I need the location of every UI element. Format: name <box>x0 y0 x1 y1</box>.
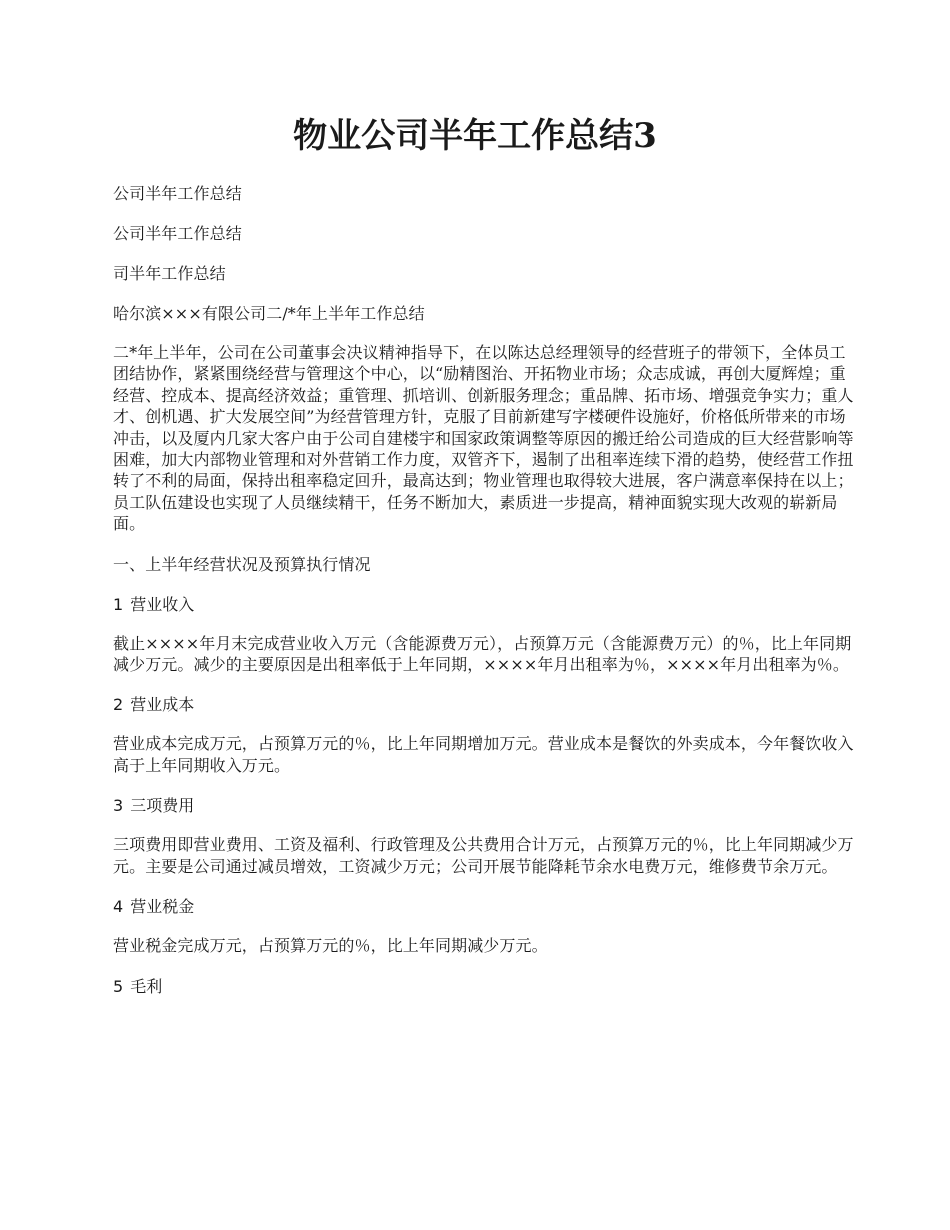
subsection-heading-1 <box>113 593 858 616</box>
subsection-heading-5 <box>113 975 858 998</box>
subsection-heading-4 <box>113 895 858 918</box>
subsection-body-2: 营业成本完成万元，占预算万元的％，比上年同期增加万元。营业成本是餐饮的外卖成本，今年餐饮收入高于上年同期收入万元。 <box>113 734 854 775</box>
paragraph: 司半年工作总结 <box>113 264 226 283</box>
subsection-heading-2 <box>113 693 858 716</box>
subsection-heading-3 <box>113 794 858 817</box>
subsection-body-3: 三项费用即营业费用、工资及福利、行政管理及公共费用合计万元，占预算万元的％，比上年同期减少万元。主要是公司通过减员增效，工资减少万元；公司开展节能降耗节余水电费万元，维修费节余万元。 <box>113 835 854 876</box>
paragraph: 公司半年工作总结 <box>113 224 242 243</box>
document-body <box>113 182 858 1015</box>
section-heading: 一、上半年经营状况及预算执行情况 <box>113 554 371 574</box>
intro-paragraph: 二*年上半年，公司在公司董事会决议精神指导下，在以陈达总经理领导的经营班子的带领下，全体员工团结协作，紧紧围绕经营与管理这个中心，以“励精图治、开拓物业市场；众志成诚，再创大厦辉煌；重经营、控成本、提高经济效益；重管理、抓培训、创新服务理念；重品牌、拓市场、增强竞争实力；重人才、创机遇、扩大发展空间”为经营管理方针，克服了目前新建写字楼硬件设施好，价格低所带来的市场冲击，以及厦内几家大客户由于公司自建楼宇和国家政策调整等原因的搬迁给公司造成的巨大经营影响等困难，加大内部物业管理和对外营销工作力度，双管齐下，遏制了出租率连续下滑的趋势，使经营工作扭转了不利的局面，保持出租率稳定回升，最高达到；物业管理也取得较大进展，客户满意率保持在以上；员工队伍建设也实现了人员继续精干，任务不断加大，素质进一步提高，精神面貌实现大改观的崭新局面。 <box>113 343 854 534</box>
subsection-title: 营业成本 <box>130 695 195 715</box>
paragraph: 公司半年工作总结 <box>113 184 242 203</box>
subsection-title: 毛利 <box>130 976 163 996</box>
document-title: 物业公司半年工作总结3 <box>293 116 657 156</box>
subsection-number: 4 <box>113 897 124 917</box>
paragraph: 哈尔滨×××有限公司二/*年上半年工作总结 <box>113 304 425 323</box>
subsection-title: 营业税金 <box>130 897 195 917</box>
subsection-number: 3 <box>113 796 124 816</box>
subsection-title: 三项费用 <box>130 796 195 816</box>
subsection-title: 营业收入 <box>130 594 195 614</box>
subsection-number: 2 <box>113 695 124 715</box>
subsection-body-4: 营业税金完成万元，占预算万元的％，比上年同期减少万元。 <box>113 936 548 956</box>
subsection-number: 1 <box>113 594 124 614</box>
subsection-number: 5 <box>113 976 124 996</box>
subsection-body-1: 截止××××年月末完成营业收入万元（含能源费万元），占预算万元（含能源费万元）的％，比上年同期减少万元。减少的主要原因是出租率低于上年同期，××××年月出租率为％，××××年月出租率为％。 <box>113 633 852 675</box>
